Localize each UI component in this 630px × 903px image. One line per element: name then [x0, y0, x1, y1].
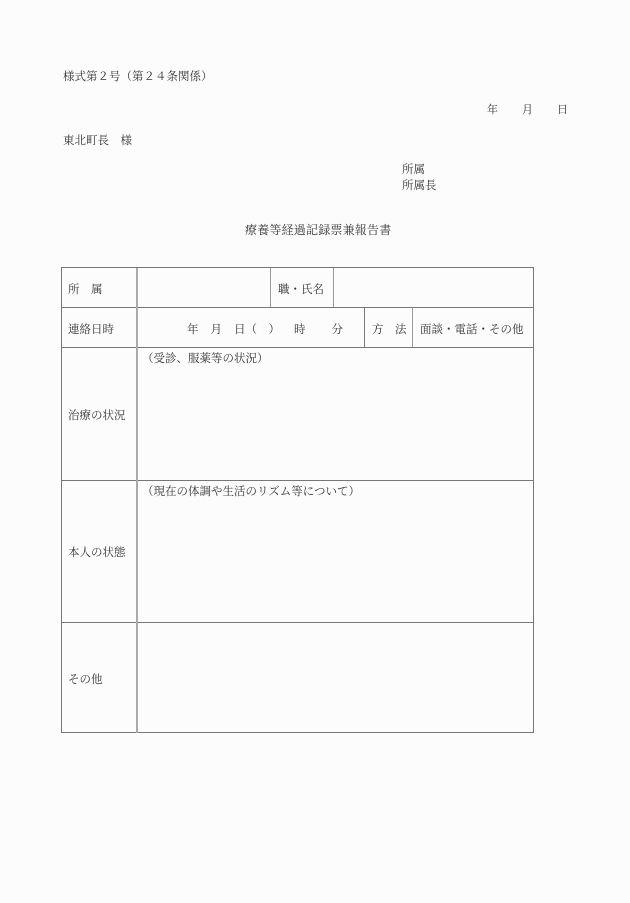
date-month-label: 月 — [522, 103, 533, 116]
record-form-table — [61, 267, 534, 733]
contact-weekday-label: （ ） — [245, 322, 280, 336]
column-divider — [333, 268, 334, 307]
contact-year-label: 年 — [187, 322, 199, 336]
personal-condition-label: 本人の状態 — [68, 545, 126, 559]
date-day-label: 日 — [557, 103, 568, 116]
column-divider — [364, 307, 365, 347]
contact-minute-label: 分 — [331, 322, 343, 336]
method-options[interactable]: 面談・電話・その他 — [420, 322, 524, 336]
sender-affiliation-label: 所属 — [402, 162, 425, 176]
other-label: その他 — [68, 672, 103, 686]
form-number: 様式第２号（第２４条関係） — [63, 69, 213, 83]
contact-datetime-label: 連絡日時 — [68, 322, 114, 336]
personal-condition-hint: （現在の体調や生活のリズム等について） — [142, 484, 361, 498]
treatment-status-label: 治療の状況 — [68, 408, 126, 422]
label-column-divider — [136, 268, 138, 733]
addressee: 東北町長 様 — [63, 133, 132, 147]
affiliation-label: 所 属 — [68, 282, 103, 296]
treatment-status-hint: （受診、服薬等の状況） — [142, 351, 269, 365]
report-date — [487, 101, 568, 117]
method-label: 方 法 — [372, 322, 407, 336]
affiliation-field[interactable] — [139, 270, 268, 305]
position-name-field[interactable] — [336, 270, 531, 305]
contact-hour-label: 時 — [294, 322, 306, 336]
personal-condition-field[interactable] — [139, 500, 531, 620]
position-name-label: 職・氏名 — [278, 282, 324, 296]
column-divider — [412, 307, 413, 347]
contact-day-label: 日 — [234, 322, 246, 336]
document-title: 療養等経過記録票兼報告書 — [245, 223, 392, 237]
sender-affiliation-head-label: 所属長 — [402, 178, 437, 192]
other-field[interactable] — [139, 625, 531, 731]
sender-block — [402, 161, 437, 193]
row-divider — [62, 347, 533, 348]
row-divider — [62, 307, 533, 308]
date-year-label: 年 — [487, 103, 498, 116]
contact-datetime-field[interactable] — [187, 321, 343, 337]
treatment-status-field[interactable] — [139, 366, 531, 478]
row-divider — [62, 622, 533, 623]
row-divider — [62, 480, 533, 481]
column-divider — [270, 268, 271, 307]
contact-month-label: 月 — [210, 322, 222, 336]
